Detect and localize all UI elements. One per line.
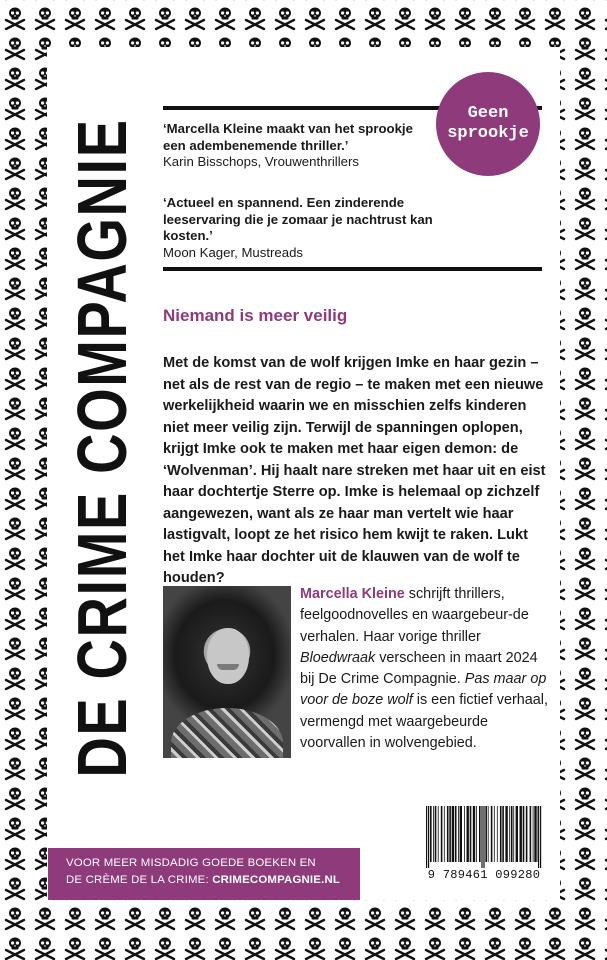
author-bio: [300, 584, 550, 754]
previous-book-title: Bloedwraak: [300, 649, 376, 666]
isbn-barcode: [415, 800, 553, 888]
review-quote-1: [163, 121, 413, 171]
author-bio-part-2: verscheen in maart 2024 bij De Crime Compagnie.: [300, 649, 538, 688]
review-quote-2: [163, 195, 468, 261]
review-quote-1-text: ‘Marcella Kleine maakt van het sprookje een adembenemende thriller.’: [163, 121, 413, 153]
author-name: Marcella Kleine: [300, 586, 405, 602]
author-face: [207, 628, 249, 684]
publisher-vertical-title: [60, 86, 144, 810]
isbn-number: 9 789461 099280: [427, 868, 541, 882]
publisher-vertical-title-text: DE CRIME COMPAGNIE: [63, 118, 141, 778]
blurb-body: Met de komst van de wolf krijgen Imke en haar gezin – net als de rest van de regio – te maken met een nieuwe werkelijkheid waarin we en misschien zelfs kinderen niet meer veilig zijn. Terwijl de spanningen oplopen, krijgt Imke ook te maken met haar eigen demon: de ‘Wolvenman’. Hij haalt nare streken met haar uit en eist haar dochtertje Sterre op. Imke is helemaal op zichzelf aangewezen, want als ze haar man vertelt wie haar lastigvalt, loopt ze het risico hem kwijt te raken. Lukt het Imke haar dochter uit de klauwen van de wolf te houden?: [163, 355, 546, 586]
website-link[interactable]: CRIMECOMPAGNIE.NL: [212, 874, 341, 886]
review-quote-2-text: ‘Actueel en spannend. Een zinderende leeservaring die je zomaar je nachtrust kan kosten.’: [163, 195, 433, 243]
review-quote-1-source: Karin Bisschops, Vrouwenthrillers: [163, 154, 359, 169]
sticker-line-1: Geen: [467, 104, 509, 123]
current-book-title: Pas maar op voor de boze wolf: [300, 671, 547, 709]
author-bio-part-1: schrijft thrillers, feelgoodnovelles en waargebeur-de verhalen. Haar vorige thriller: [300, 586, 529, 645]
sticker-line-2: sprookje: [447, 124, 529, 143]
blurb-headline: Niemand is meer veilig: [163, 306, 348, 325]
footer-line-2: [66, 872, 360, 889]
review-quote-2-source: Moon Kager, Mustreads: [163, 244, 304, 260]
author-photo: [163, 586, 291, 758]
middle-divider: [163, 267, 542, 271]
footer-banner: [48, 848, 360, 900]
barcode-bars: [424, 806, 544, 868]
author-bio-part-3: is een fictief verhaal, vermengd met waargebeurde voorvallen in wolvengebied.: [300, 692, 548, 752]
author-shoulders: [171, 708, 283, 758]
footer-line-1: VOOR MEER MISDADIG GOEDE BOEKEN EN: [66, 857, 316, 869]
footer-line-2-prefix: DE CRÈME DE LA CRIME:: [66, 874, 213, 886]
geen-sprookje-sticker: [436, 72, 540, 176]
